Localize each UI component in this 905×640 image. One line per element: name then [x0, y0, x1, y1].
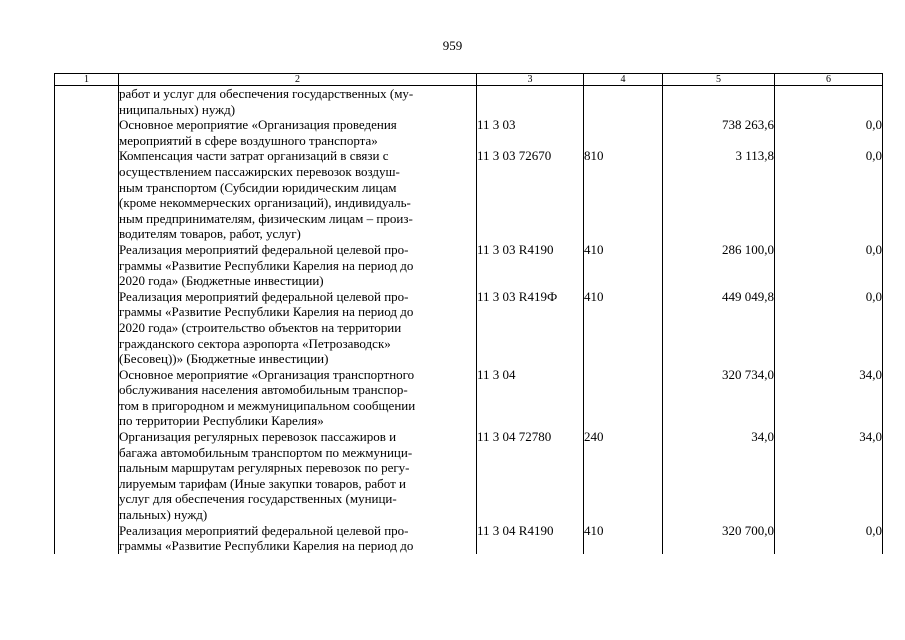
description-line: граммы «Развитие Республики Карелия на период до	[119, 538, 414, 554]
col-header-2: 2	[119, 74, 477, 86]
row-col6-amount: 0,0	[775, 117, 883, 148]
row-amount	[663, 86, 775, 118]
row-col6-amount	[775, 86, 883, 118]
description-line: лируемым тарифам (Иные закупки товаров, работ и	[119, 475, 406, 491]
row-description	[119, 117, 477, 148]
row-amount: 286 100,0	[663, 242, 775, 289]
description-line: ным транспортом (Субсидии юридическим лицам	[119, 179, 397, 195]
description-line: водителям товаров, работ, услуг)	[119, 226, 301, 242]
table-row	[55, 523, 883, 554]
row-amount: 738 263,6	[663, 117, 775, 148]
row-col6-amount: 0,0	[775, 242, 883, 289]
row-code: 11 3 04 R4190	[477, 523, 584, 554]
row-expense-type: 410	[584, 523, 663, 554]
table-row	[55, 367, 883, 429]
row-expense-type	[584, 367, 663, 429]
header-row	[55, 74, 883, 86]
row-col1-cell	[55, 523, 119, 554]
description-line: том в пригородном и межмуниципальном сообщении	[119, 397, 416, 413]
description-line: граммы «Развитие Республики Карелия на период до	[119, 304, 414, 320]
row-description	[119, 367, 477, 429]
description-line: Организация регулярных перевозок пассажиров и	[119, 429, 397, 445]
table-row	[55, 148, 883, 242]
row-col6-amount: 0,0	[775, 289, 883, 367]
table-row	[55, 242, 883, 289]
row-description	[119, 242, 477, 289]
description-line: услуг для обеспечения государственных (муници-	[119, 491, 397, 507]
row-expense-type: 810	[584, 148, 663, 242]
table-row	[55, 86, 883, 118]
row-amount: 34,0	[663, 429, 775, 523]
table-row	[55, 289, 883, 367]
table-body	[55, 86, 883, 554]
description-line: (Бесовец))» (Бюджетные инвестиции)	[119, 351, 329, 367]
description-line: Основное мероприятие «Организация транспортного	[119, 366, 415, 382]
row-col1-cell	[55, 117, 119, 148]
row-description	[119, 86, 477, 118]
description-line: по территории Республики Карелия»	[119, 413, 324, 429]
row-expense-type: 240	[584, 429, 663, 523]
description-line: пальным маршрутам регулярных перевозок по регу-	[119, 460, 410, 476]
description-line: Основное мероприятие «Организация проведения	[119, 117, 397, 133]
description-line: гражданского сектора аэропорта «Петрозаводск»	[119, 335, 391, 351]
description-line: 2020 года» (строительство объектов на территории	[119, 319, 402, 335]
row-code: 11 3 03 72670	[477, 148, 584, 242]
page-number: 959	[442, 38, 463, 53]
row-description	[119, 429, 477, 523]
row-col1-cell	[55, 86, 119, 118]
description-line: граммы «Развитие Республики Карелия на период до	[119, 257, 414, 273]
description-line: осуществлением пассажирских перевозок воздуш-	[119, 163, 400, 179]
row-col6-amount: 34,0	[775, 429, 883, 523]
row-code: 11 3 03 R4190	[477, 242, 584, 289]
row-expense-type	[584, 117, 663, 148]
col-header-6: 6	[775, 74, 883, 86]
col-header-4: 4	[584, 74, 663, 86]
description-line: (кроме некоммерческих организаций), индивидуаль-	[119, 195, 411, 211]
row-amount: 449 049,8	[663, 289, 775, 367]
description-line: Реализация мероприятий федеральной целевой про-	[119, 522, 409, 538]
table-row	[55, 117, 883, 148]
row-code: 11 3 03 R419Ф	[477, 289, 584, 367]
description-line: багажа автомобильным транспортом по межмуници-	[119, 444, 413, 460]
row-expense-type: 410	[584, 289, 663, 367]
row-code: 11 3 04 72780	[477, 429, 584, 523]
col-header-5: 5	[663, 74, 775, 86]
row-col1-cell	[55, 242, 119, 289]
description-line: мероприятий в сфере воздушного транспорта»	[119, 132, 378, 148]
row-amount: 3 113,8	[663, 148, 775, 242]
description-line: обслуживания населения автомобильным транспор-	[119, 382, 408, 398]
row-code	[477, 86, 584, 118]
row-col1-cell	[55, 289, 119, 367]
row-col6-amount: 0,0	[775, 148, 883, 242]
description-line: Компенсация части затрат организаций в связи с	[119, 148, 389, 164]
budget-table	[54, 73, 883, 554]
row-code: 11 3 03	[477, 117, 584, 148]
row-expense-type	[584, 86, 663, 118]
description-line: 2020 года» (Бюджетные инвестиции)	[119, 273, 324, 289]
table-row	[55, 429, 883, 523]
row-expense-type: 410	[584, 242, 663, 289]
description-line: Реализация мероприятий федеральной целевой про-	[119, 241, 409, 257]
description-line: ным предпринимателям, физическим лицам – произ-	[119, 210, 413, 226]
row-description	[119, 148, 477, 242]
row-col1-cell	[55, 367, 119, 429]
row-description	[119, 523, 477, 554]
row-col1-cell	[55, 429, 119, 523]
description-line: работ и услуг для обеспечения государственных (му-	[119, 86, 414, 101]
col-header-3: 3	[477, 74, 584, 86]
row-amount: 320 734,0	[663, 367, 775, 429]
row-col1-cell	[55, 148, 119, 242]
col-header-1: 1	[55, 74, 119, 86]
row-col6-amount: 0,0	[775, 523, 883, 554]
row-description	[119, 289, 477, 367]
description-line: Реализация мероприятий федеральной целевой про-	[119, 288, 409, 304]
row-amount: 320 700,0	[663, 523, 775, 554]
description-line: ниципальных) нужд)	[119, 101, 236, 117]
row-col6-amount: 34,0	[775, 367, 883, 429]
description-line: пальных) нужд)	[119, 507, 208, 523]
row-code: 11 3 04	[477, 367, 584, 429]
